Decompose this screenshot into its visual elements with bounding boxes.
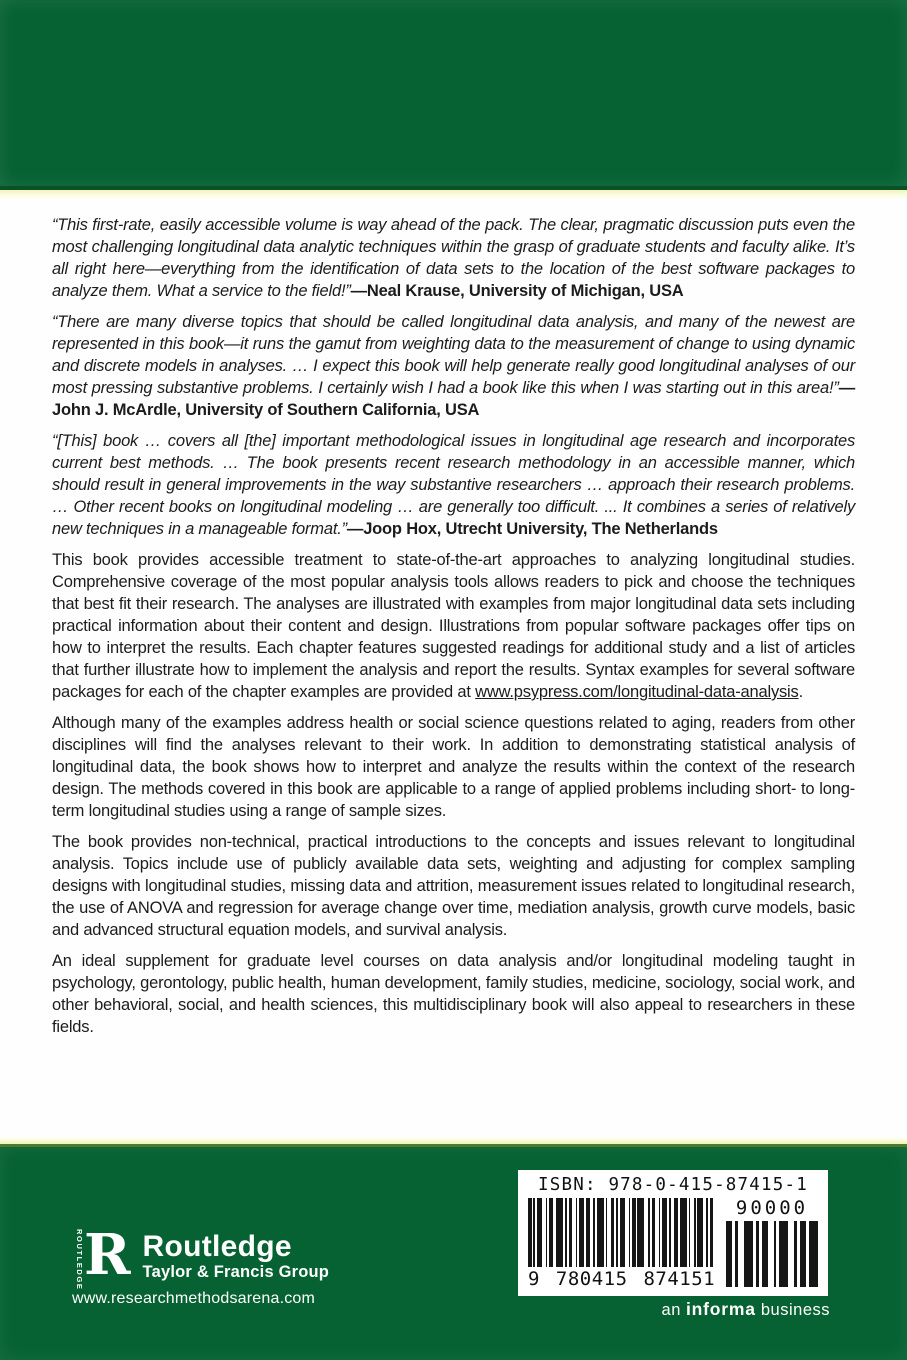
- routledge-logo-row: [72, 1222, 330, 1291]
- informa-prefix: an: [661, 1301, 681, 1319]
- supplement-barcode-bars: [726, 1221, 818, 1287]
- paragraph-text: .: [798, 683, 803, 701]
- quote-attribution: —Joop Hox, Utrecht University, The Netherlands: [346, 520, 718, 538]
- routledge-vertical-label: ROUTLEDGE: [75, 1229, 84, 1291]
- routledge-logo: [72, 1222, 330, 1308]
- publisher-group: Taylor & Francis Group: [142, 1263, 330, 1281]
- quote-block: [52, 214, 855, 302]
- quote-text: “There are many diverse topics that should be called longitudinal data analysis, and many of the newest are represented in this book—it runs the gamut from weighting data to the measurement of change to using dynamic and discrete models in analyses. … I expect this book will help generate really good longitudinal analyses of our most pressing substantive problems. I certainly wish I had a book like this when I was starting out in this area!”: [52, 313, 855, 397]
- top-separator: [0, 190, 907, 200]
- description-paragraph: The book provides non-technical, practical introductions to the concepts and issues relevant to longitudinal analysis. Topics include use of publicly available data sets, weighting and adjusting for complex sampling designs with longitudinal studies, missing data and attrition, measurement issues related to longitudinal research, the use of ANOVA and regression for average change over time, mediation analysis, growth curve models, basic and advanced structural equation models, and survival analysis.: [52, 833, 855, 939]
- informa-tagline: [662, 1299, 830, 1320]
- isbn-label: ISBN: 978-0-415-87415-1: [538, 1175, 808, 1195]
- barcode-row: [528, 1198, 818, 1288]
- description-paragraph: Although many of the examples address health or social science questions related to aging, readers from other disciplines will find the analyses relevant to their work. In addition to demonstrating statistical analysis of longitudinal data, the book shows how to interpret and analyze the results within the context of the research design. The methods covered in this book are applicable to a range of applied problems including short- to long-term longitudinal studies using a range of sample sizes.: [52, 714, 855, 820]
- quote-text: “This first-rate, easily accessible volume is way ahead of the pack. The clear, pragmatic discussion puts even the most challenging longitudinal data analytic techniques within the grasp of graduate students and faculty alike. It’s all right here—everything from the identification of data sets to the location of the best software packages to analyze them. What a service to the field!”: [52, 216, 855, 300]
- top-green-band: [0, 0, 907, 190]
- publisher-names: [143, 1227, 330, 1282]
- publisher-name: Routledge: [142, 1230, 292, 1263]
- supplement-barcode: [726, 1198, 818, 1288]
- bottom-green-band: [0, 1147, 907, 1360]
- quote-text: “[This] book … covers all [the] important methodological issues in longitudinal age research and incorporates current best methods. … The book presents recent research methodology in an accessible manner, which should result in general improvements in the way substantive researchers … approach their research problems. … Other recent books on longitudinal modeling … are generally too difficult. ... It combines a series of relatively new techniques in a manageable format.”: [52, 432, 855, 538]
- description-paragraph: An ideal supplement for graduate level courses on data analysis and/or longitudinal modeling taught in psychology, gerontology, public health, human development, family studies, medicine, sociology, social work, and other behavioral, social, and health sciences, this multidisciplinary book will also appeal to researchers in these fields.: [52, 952, 855, 1036]
- informa-suffix: business: [760, 1301, 830, 1319]
- quote-block: [52, 311, 855, 421]
- back-cover-text: [0, 200, 907, 1137]
- informa-brand: informa: [686, 1299, 756, 1319]
- isbn-box: [518, 1170, 828, 1296]
- ean-barcode: [528, 1198, 716, 1290]
- quote-attribution: —Neal Krause, University of Michigan, USA: [350, 282, 684, 300]
- ean-digits: 9 780415 874151: [528, 1268, 716, 1290]
- quote-block: [52, 430, 855, 540]
- paragraph-text: This book provides accessible treatment to state-of-the-art approaches to analyzing longitudinal studies. Comprehensive coverage of the most popular analysis tools allows readers to pick and choose the techniques that best fit their research. The analyses are illustrated with examples from major longitudinal data sets including practical information about their content and design. Illustrations from popular software packages offer tips on how to interpret the results. Each chapter features suggested readings for additional study and a list of articles that further illustrate how to implement the analysis and report the results. Syntax examples for several software packages for each of the chapter examples are provided at: [52, 551, 855, 701]
- routledge-vertical-label-wrap: [72, 1227, 84, 1291]
- quote-attribution: —John J. McArdle, University of Southern California, USA: [52, 379, 855, 419]
- psypress-link[interactable]: www.psypress.com/longitudinal-data-analysis: [475, 683, 799, 701]
- routledge-r-icon: R: [84, 1222, 131, 1288]
- supplement-digits: 90000: [735, 1197, 809, 1219]
- bottom-separator: [0, 1137, 907, 1147]
- description-paragraph: [52, 549, 855, 703]
- publisher-website: www.researchmethodsarena.com: [72, 1290, 316, 1307]
